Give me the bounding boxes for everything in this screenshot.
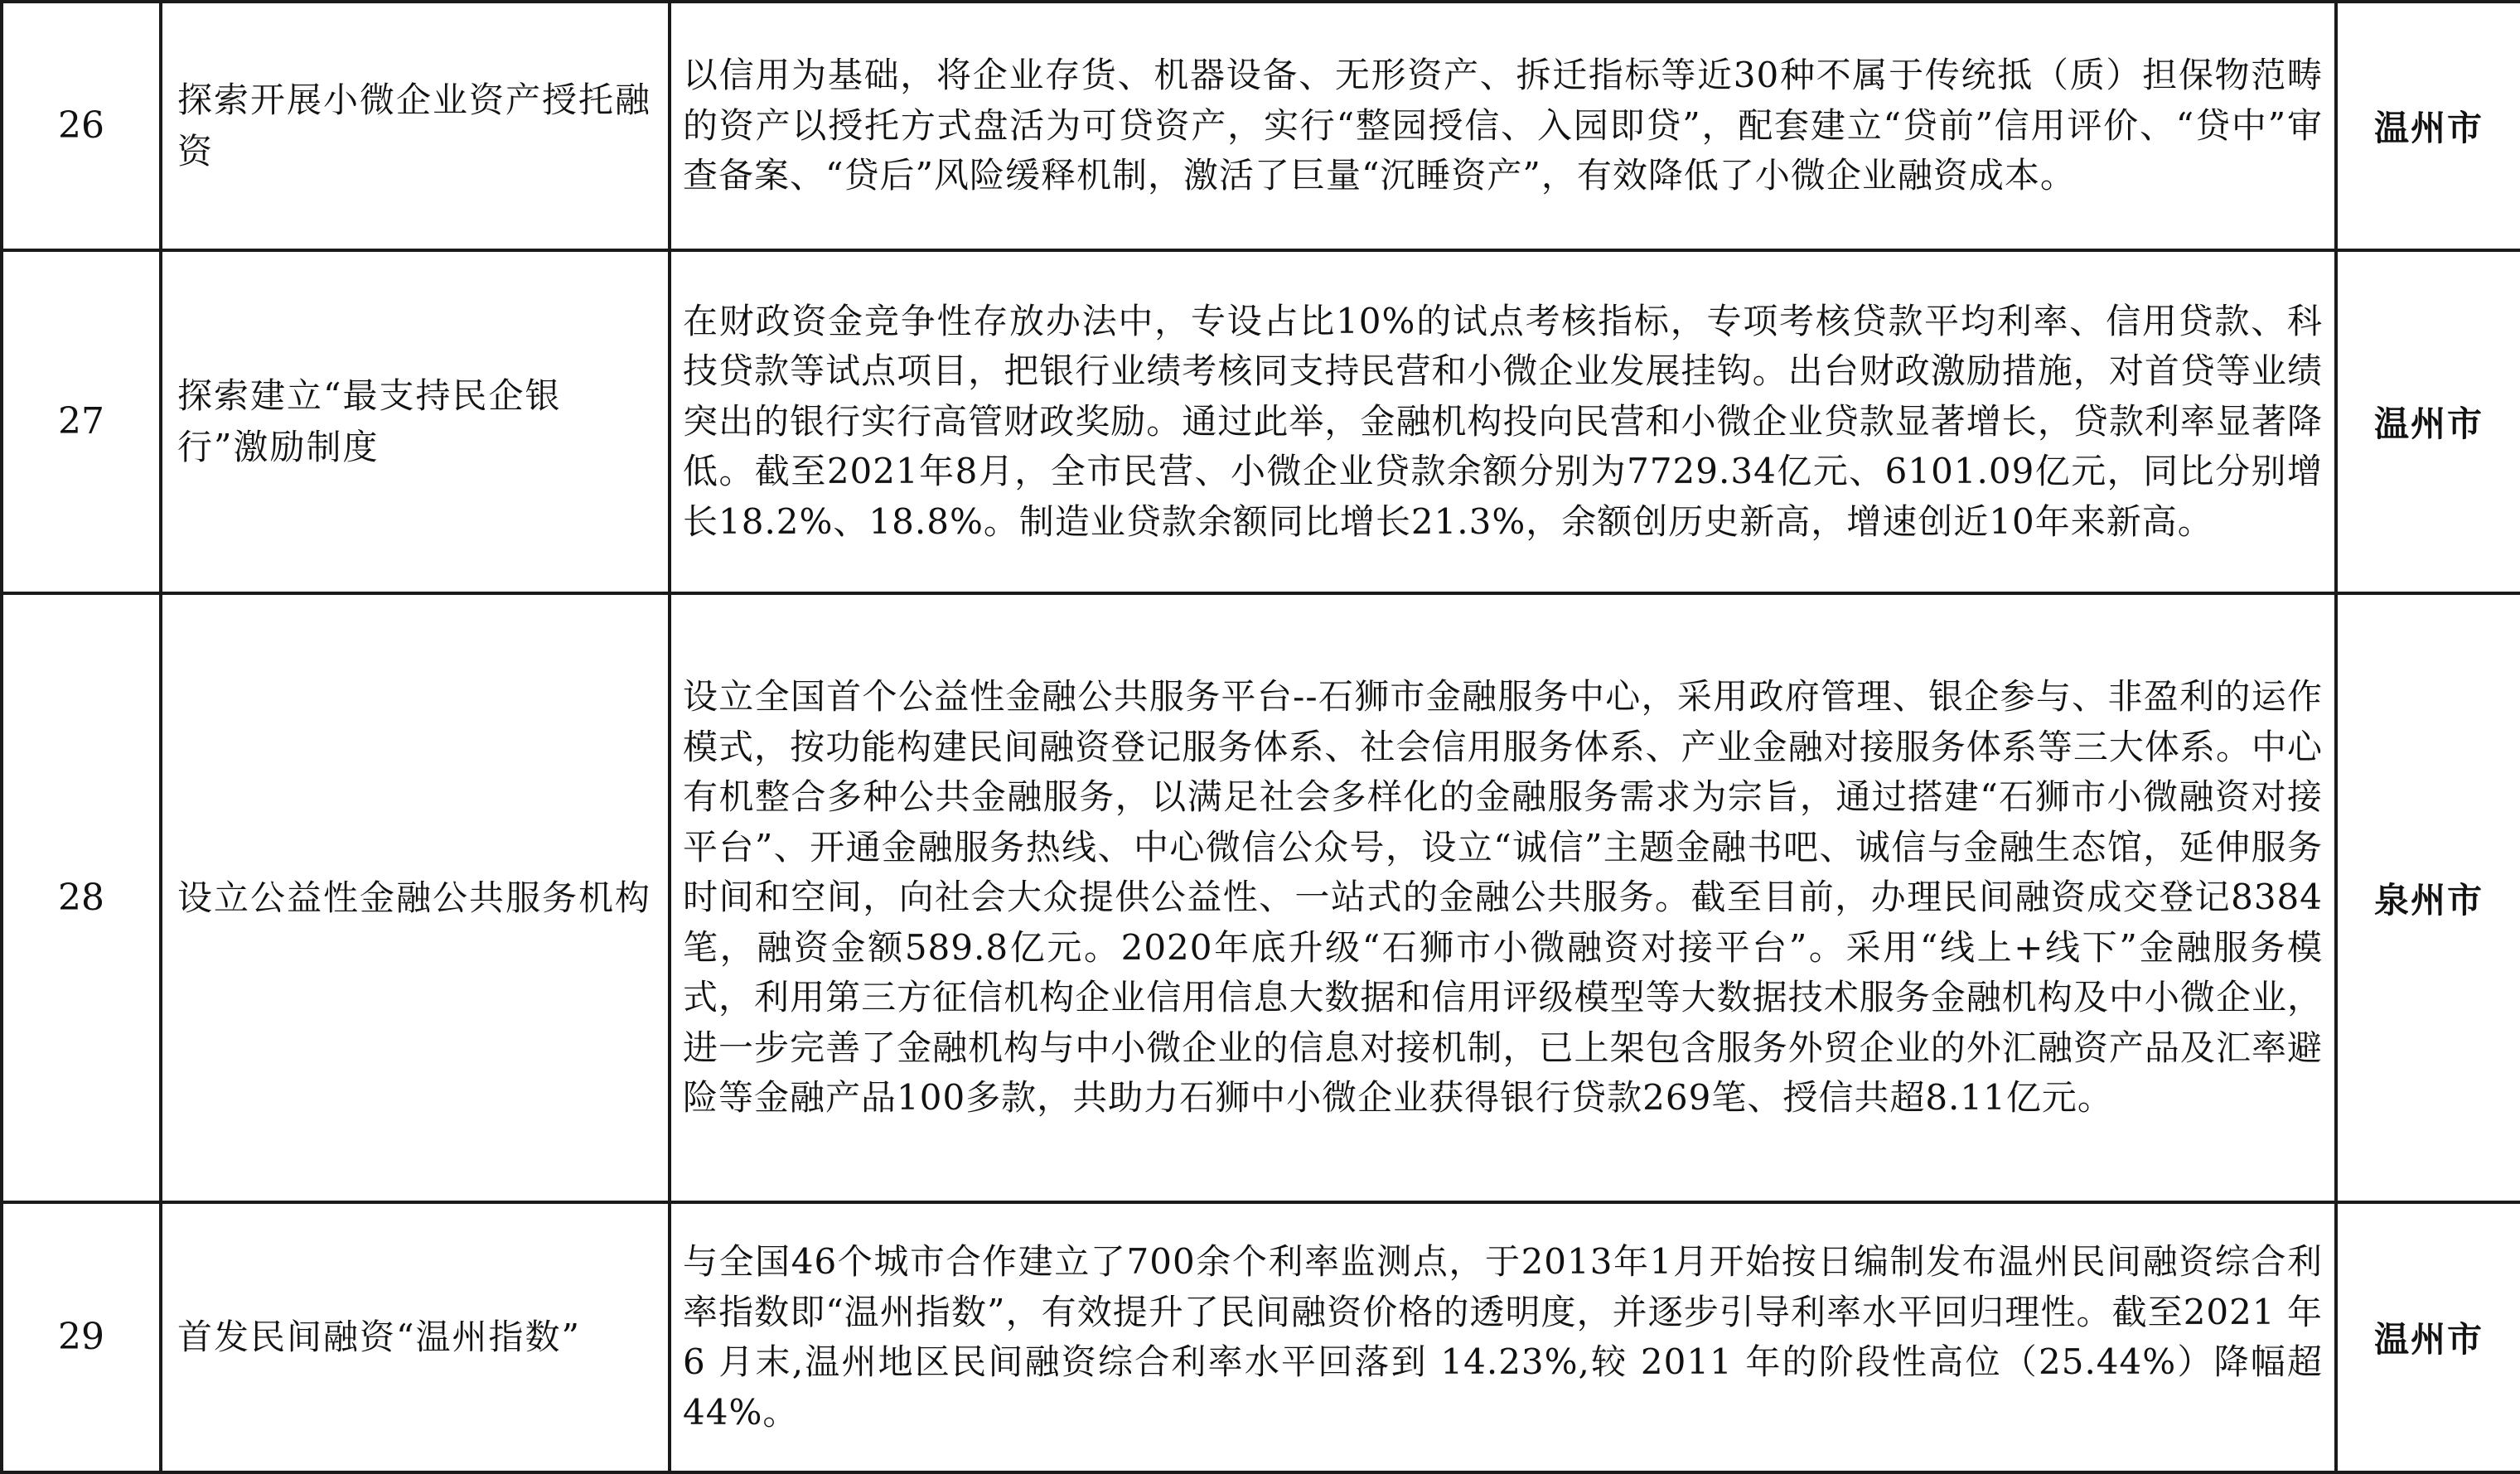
measure-description: 以信用为基础，将企业存货、机器设备、无形资产、拆迁指标等近30种不属于传统抵（质）担保物范畴的资产以授托方式盘活为可贷资产，实行“整园授信、入园即贷”，配套建立“贷前”信用评价、“贷中”审查备案、“贷后”风险缓释机制，激活了巨量“沉睡资产”，有效降低了小微企业融资成本。 (670, 2, 2336, 250)
row-number: 29 (2, 1202, 161, 1472)
table-row (2, 593, 2520, 1202)
measure-title: 探索建立“最支持民企银行”激励制度 (161, 250, 670, 593)
row-number: 26 (2, 2, 161, 250)
city-cell: 泉州市 (2336, 593, 2520, 1202)
city-cell: 温州市 (2336, 1202, 2520, 1472)
row-number: 27 (2, 250, 161, 593)
table-row (2, 1202, 2520, 1472)
table-row (2, 250, 2520, 593)
table-row (2, 2, 2520, 250)
city-cell: 温州市 (2336, 250, 2520, 593)
city-cell: 温州市 (2336, 2, 2520, 250)
measure-title: 设立公益性金融公共服务机构 (161, 593, 670, 1202)
measure-title: 首发民间融资“温州指数” (161, 1202, 670, 1472)
measure-description: 与全国46个城市合作建立了700余个利率监测点，于2013年1月开始按日编制发布温州民间融资综合利率指数即“温州指数”，有效提升了民间融资价格的透明度，并逐步引导利率水平回归理性。截至2021 年 6 月末,温州地区民间融资综合利率水平回落到 14.23%,较 2011 年的阶段性高位（25.44%）降幅超 44%。 (670, 1202, 2336, 1472)
row-number: 28 (2, 593, 161, 1202)
measure-title: 探索开展小微企业资产授托融资 (161, 2, 670, 250)
measure-description: 在财政资金竞争性存放办法中，专设占比10%的试点考核指标，专项考核贷款平均利率、信用贷款、科技贷款等试点项目，把银行业绩考核同支持民营和小微企业发展挂钩。出台财政激励措施，对首贷等业绩突出的银行实行高管财政奖励。通过此举，金融机构投向民营和小微企业贷款显著增长，贷款利率显著降低。截至2021年8月，全市民营、小微企业贷款余额分别为7729.34亿元、6101.09亿元，同比分别增长18.2%、18.8%。制造业贷款余额同比增长21.3%，余额创历史新高，增速创近10年来新高。 (670, 250, 2336, 593)
measure-description: 设立全国首个公益性金融公共服务平台--石狮市金融服务中心，采用政府管理、银企参与、非盈利的运作模式，按功能构建民间融资登记服务体系、社会信用服务体系、产业金融对接服务体系等三大体系。中心有机整合多种公共金融服务，以满足社会多样化的金融服务需求为宗旨，通过搭建“石狮市小微融资对接平台”、开通金融服务热线、中心微信公众号，设立“诚信”主题金融书吧、诚信与金融生态馆，延伸服务时间和空间，向社会大众提供公益性、一站式的金融公共服务。截至目前，办理民间融资成交登记8384笔，融资金额589.8亿元。2020年底升级“石狮市小微融资对接平台”。采用“线上+线下”金融服务模式，利用第三方征信机构企业信用信息大数据和信用评级模型等大数据技术服务金融机构及中小微企业，进一步完善了金融机构与中小微企业的信息对接机制，已上架包含服务外贸企业的外汇融资产品及汇率避险等金融产品100多款，共助力石狮中小微企业获得银行贷款269笔、授信共超8.11亿元。 (670, 593, 2336, 1202)
